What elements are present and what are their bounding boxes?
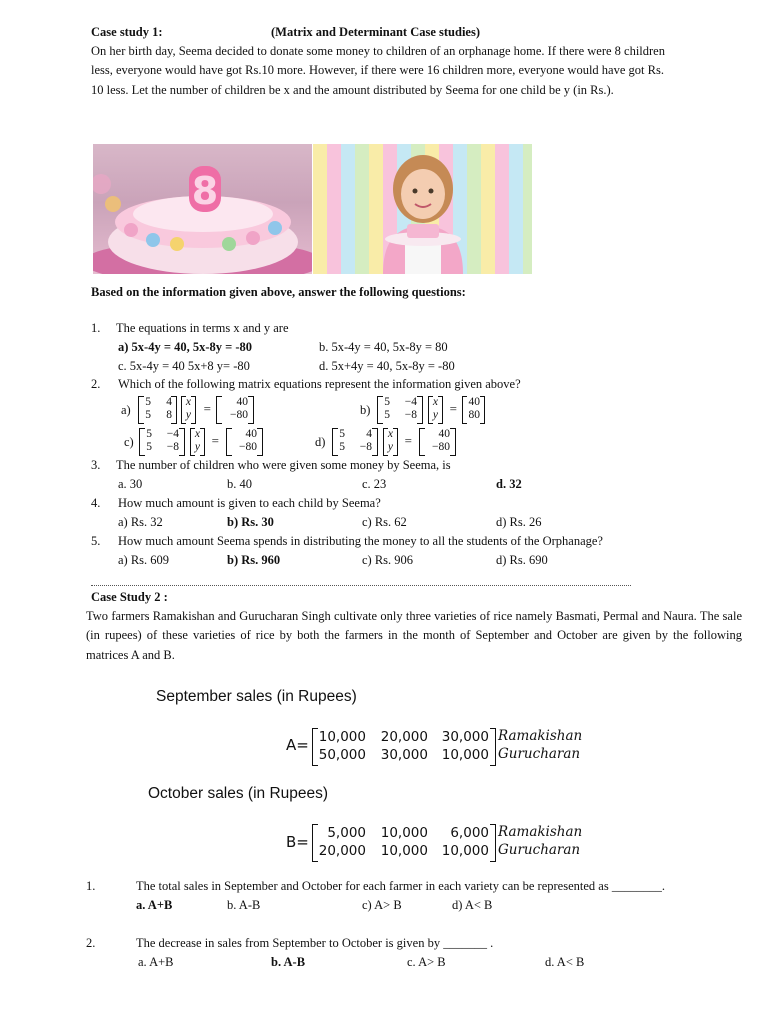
matrix-a-cell: 10,000 bbox=[441, 747, 489, 763]
c1-q3-option-c: c. 23 bbox=[362, 477, 387, 491]
matrix-entry: = bbox=[404, 433, 412, 448]
matrix-b-cell: 5,000 bbox=[327, 825, 366, 841]
c1-q5-option-c: c) Rs. 906 bbox=[362, 553, 414, 567]
matrix-entry: −80 bbox=[432, 441, 450, 453]
matrix-a-cell: 50,000 bbox=[318, 747, 366, 763]
september-sales-title: September sales (in Rupees) bbox=[156, 688, 357, 705]
matrix-b-row2-name: Gurucharan bbox=[498, 842, 581, 858]
c2-q1-text: The total sales in September and October for each farmer in each variety can be represented as ________. bbox=[136, 879, 665, 893]
matrix-b-cell: 10,000 bbox=[380, 825, 428, 841]
matrix-entry: y bbox=[432, 409, 438, 421]
matrix-entry: 5 bbox=[146, 441, 152, 453]
matrix-entry: y bbox=[185, 409, 191, 421]
case2-heading: Case Study 2 : bbox=[91, 590, 168, 604]
matrix-entry: 5 bbox=[384, 396, 390, 408]
matrix-entry: 5 bbox=[145, 409, 151, 421]
matrix-bracket bbox=[417, 396, 423, 424]
c1-q1-text: The equations in terms x and y are bbox=[116, 321, 289, 335]
birthday-cake-photo bbox=[93, 144, 312, 274]
c1-q2-text: Which of the following matrix equations represent the information given above? bbox=[118, 377, 521, 391]
matrix-a-label: A= bbox=[286, 736, 309, 754]
matrix-entry: −8 bbox=[359, 441, 372, 453]
matrix-entry: 40 bbox=[245, 428, 257, 440]
matrix-entry: x bbox=[387, 428, 393, 440]
c1-q2-option-c-equation bbox=[139, 426, 279, 458]
c1-q2-option-d-equation bbox=[332, 426, 472, 458]
matrix-b-cell: 6,000 bbox=[450, 825, 489, 841]
matrix-entry: 5 bbox=[384, 409, 390, 421]
c1-q4-option-c: c) Rs. 62 bbox=[362, 515, 407, 529]
matrix-entry: x bbox=[185, 396, 191, 408]
matrix-bracket bbox=[490, 728, 496, 766]
dotted-separator bbox=[91, 573, 631, 586]
matrix-entry: 40 bbox=[236, 396, 248, 408]
matrix-entry: y bbox=[387, 441, 393, 453]
matrix-bracket bbox=[490, 824, 496, 862]
case1-instruction: Based on the information given above, answer the following questions: bbox=[91, 285, 466, 299]
c1-q2-option-a-equation bbox=[138, 394, 278, 426]
matrix-b-cell: 10,000 bbox=[441, 843, 489, 859]
matrix-bracket bbox=[450, 428, 456, 456]
girl-with-cake-photo bbox=[313, 144, 532, 274]
matrix-entry: 40 bbox=[438, 428, 450, 440]
matrix-bracket bbox=[438, 396, 443, 424]
matrix-b-cell: 10,000 bbox=[380, 843, 428, 859]
c1-q5-option-a: a) Rs. 609 bbox=[118, 553, 170, 567]
matrix-entry: 8 bbox=[166, 409, 172, 421]
matrix-bracket bbox=[248, 396, 254, 424]
c2-q2-text: The decrease in sales from September to October is given by _______ . bbox=[136, 936, 494, 950]
c1-q5-option-d: d) Rs. 690 bbox=[496, 553, 548, 567]
c1-q4-option-a: a) Rs. 32 bbox=[118, 515, 163, 529]
c2-q1-number: 1. bbox=[86, 879, 96, 893]
c1-q2-option-c-label: c) bbox=[124, 435, 134, 449]
matrix-bracket bbox=[200, 428, 205, 456]
matrix-bracket bbox=[480, 396, 485, 424]
matrix-bracket bbox=[372, 428, 378, 456]
c1-q1-number: 1. bbox=[91, 321, 101, 335]
c2-q2-option-a: a. A+B bbox=[138, 955, 174, 969]
c2-q2-option-c: c. A> B bbox=[407, 955, 446, 969]
c2-q1-option-c: c) A> B bbox=[362, 898, 402, 912]
c2-q2-number: 2. bbox=[86, 936, 96, 950]
matrix-bracket bbox=[171, 396, 177, 424]
c1-q4-option-b: b) Rs. 30 bbox=[227, 515, 274, 529]
matrix-a-cell: 30,000 bbox=[441, 729, 489, 745]
case1-paragraph: On her birth day, Seema decided to donate some money to children of an orphanage home. If there were 8 children less, everyone would have got Rs.10 more. However, if there were 16 children more, everyone would have got Rs. 10 less. Let the number of children be x and the amount distributed by Seema for one child be y (in Rs.). bbox=[91, 44, 665, 97]
case2-paragraph: Two farmers Ramakishan and Gurucharan Singh cultivate only three varieties of rice namely Basmati, Permal and Naura. The sale (in rupees) of these varieties of rice by both the farmers in the month of September and October are given by the following matrices A and B. bbox=[86, 609, 742, 662]
matrix-entry: 5 bbox=[146, 428, 152, 440]
c1-q2-option-d-label: d) bbox=[315, 435, 326, 449]
matrix-entry: 5 bbox=[339, 428, 345, 440]
matrix-entry: −80 bbox=[239, 441, 257, 453]
matrix-entry: 5 bbox=[339, 441, 345, 453]
matrix-entry: = bbox=[449, 401, 457, 416]
matrix-entry: −4 bbox=[404, 396, 417, 408]
matrix-b bbox=[312, 822, 602, 864]
c2-q1-option-d: d) A< B bbox=[452, 898, 493, 912]
c1-q5-option-b: b) Rs. 960 bbox=[227, 553, 281, 567]
matrix-entry: −8 bbox=[166, 441, 179, 453]
matrix-entry: x bbox=[432, 396, 438, 408]
c1-q3-option-a: a. 30 bbox=[118, 477, 143, 491]
matrix-a-cell: 30,000 bbox=[380, 747, 428, 763]
c1-q3-number: 3. bbox=[91, 458, 101, 472]
c1-q1-option-a: a) 5x-4y = 40, 5x-8y = -80 bbox=[118, 340, 253, 354]
c1-q4-text: How much amount is given to each child by Seema? bbox=[118, 496, 381, 510]
c1-q4-number: 4. bbox=[91, 496, 101, 510]
matrix-bracket bbox=[191, 396, 196, 424]
case1-subheading: (Matrix and Determinant Case studies) bbox=[271, 25, 481, 39]
c1-q1-option-d: d. 5x+4y = 40, 5x-8y = -80 bbox=[319, 359, 455, 373]
c1-q2-option-a-label: a) bbox=[121, 403, 131, 417]
matrix-b-cell: 20,000 bbox=[318, 843, 366, 859]
c1-q4-option-d: d) Rs. 26 bbox=[496, 515, 542, 529]
matrix-bracket bbox=[257, 428, 263, 456]
matrix-entry: = bbox=[211, 433, 219, 448]
cake-number-topper: 8 bbox=[191, 169, 219, 213]
matrix-bracket bbox=[179, 428, 185, 456]
c1-q2-option-b-equation bbox=[377, 394, 517, 426]
c1-q3-option-b: b. 40 bbox=[227, 477, 252, 491]
c2-q1-option-a: a. A+B bbox=[136, 898, 173, 912]
c1-q1-option-c: c. 5x-4y = 40 5x+8 y= -80 bbox=[118, 359, 250, 373]
matrix-entry: −80 bbox=[230, 409, 248, 421]
c1-q2-option-b-label: b) bbox=[360, 403, 371, 417]
c2-q2-option-d: d. A< B bbox=[545, 955, 585, 969]
matrix-entry: 4 bbox=[366, 428, 372, 440]
matrix-a-row1-name: Ramakishan bbox=[498, 728, 583, 744]
matrix-entry: y bbox=[194, 441, 200, 453]
matrix-a-row2-name: Gurucharan bbox=[498, 746, 581, 762]
c1-q3-text: The number of children who were given some money by Seema, is bbox=[116, 458, 451, 472]
matrix-entry: x bbox=[194, 428, 200, 440]
matrix-bracket bbox=[393, 428, 398, 456]
c1-q2-number: 2. bbox=[91, 377, 101, 391]
c1-q1-option-b: b. 5x-4y = 40, 5x-8y = 80 bbox=[319, 340, 448, 354]
case1-heading: Case study 1: bbox=[91, 25, 163, 39]
matrix-entry: 4 bbox=[166, 396, 172, 408]
matrix-entry: 5 bbox=[145, 396, 151, 408]
matrix-entry: −4 bbox=[166, 428, 179, 440]
c2-q1-option-b: b. A-B bbox=[227, 898, 261, 912]
matrix-entry: = bbox=[203, 401, 211, 416]
matrix-b-row1-name: Ramakishan bbox=[498, 824, 583, 840]
c1-q5-text: How much amount Seema spends in distributing the money to all the students of the Orphanage? bbox=[118, 534, 603, 548]
matrix-entry: 80 bbox=[468, 409, 480, 421]
matrix-a-cell: 10,000 bbox=[318, 729, 366, 745]
matrix-entry: 40 bbox=[468, 396, 480, 408]
c2-q2-option-b: b. A-B bbox=[271, 955, 306, 969]
october-sales-title: October sales (in Rupees) bbox=[148, 785, 329, 802]
matrix-b-label: B= bbox=[286, 833, 309, 851]
c1-q5-number: 5. bbox=[91, 534, 101, 548]
matrix-a-cell: 20,000 bbox=[380, 729, 428, 745]
c1-q3-option-d: d. 32 bbox=[496, 477, 522, 491]
matrix-a bbox=[312, 726, 602, 768]
matrix-entry: −8 bbox=[404, 409, 417, 421]
